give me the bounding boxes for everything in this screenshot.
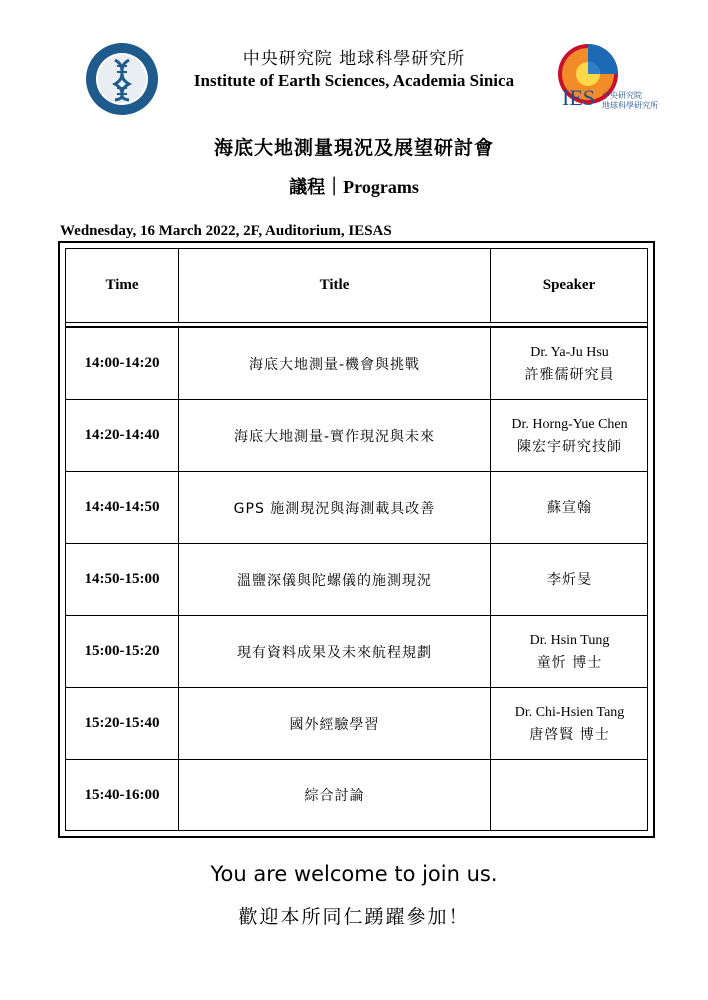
header-divider — [65, 322, 648, 323]
table-row-6-time: 15:20-15:40 — [65, 687, 178, 759]
table-row-6-title: 國外經驗學習 — [178, 687, 490, 759]
speaker-name-cn: 唐啓賢 博士 — [529, 726, 610, 743]
table-row-4-speaker — [490, 543, 648, 615]
table-row-2-speaker — [490, 399, 648, 471]
institute-name-cn: 中央研究院 地球科學研究所 — [242, 49, 466, 69]
header-speaker: Speaker — [490, 248, 648, 322]
table-row-5-title: 現有資料成果及未來航程規劃 — [178, 615, 490, 687]
welcome-message-cn: 歡迎本所同仁踴躍參加！ — [238, 906, 470, 928]
table-row-1-time: 14:00-14:20 — [65, 327, 178, 399]
table-row-7-title: 綜合討論 — [178, 759, 490, 831]
speaker-name-en: Dr. Horng-Yue Chen — [511, 416, 628, 432]
header-time: Time — [65, 248, 178, 322]
table-row-7-time: 15:40-16:00 — [65, 759, 178, 831]
header-title: Title — [178, 248, 490, 322]
welcome-message-en: You are welcome to join us. — [210, 862, 498, 886]
speaker-name-en: Dr. Ya-Ju Hsu — [530, 344, 609, 360]
page-title: 海底大地測量現況及展望研討會 — [213, 137, 494, 159]
table-row-1-speaker — [490, 327, 648, 399]
academia-sinica-logo — [85, 42, 159, 116]
table-row-3-time: 14:40-14:50 — [65, 471, 178, 543]
table-row-3-title: GPS 施測現況與海測載具改善 — [178, 471, 490, 543]
speaker-name-cn: 陳宏宇研究技師 — [517, 438, 622, 455]
svg-text:地球科學研究所: 地球科學研究所 — [602, 101, 658, 110]
date-venue: Wednesday, 16 March 2022, 2F, Auditorium, IESAS — [60, 223, 392, 239]
table-row-2-title: 海底大地測量-實作現況與未來 — [178, 399, 490, 471]
table-row-2-time: 14:20-14:40 — [65, 399, 178, 471]
speaker-name-cn: 李炘旻 — [547, 571, 592, 588]
svg-text:中央研究院: 中央研究院 — [602, 91, 642, 100]
speaker-name-en: Dr. Hsin Tung — [529, 632, 610, 648]
programs-heading — [0, 173, 708, 199]
programs-heading-cn: 議程 — [289, 177, 326, 198]
table-row-7-speaker — [490, 759, 648, 831]
table-row-4-time: 14:50-15:00 — [65, 543, 178, 615]
institute-name-en: Institute of Earth Sciences, Academia Sinica — [193, 71, 515, 90]
heading-separator: ｜ — [325, 177, 344, 197]
programs-heading-en: Programs — [343, 177, 419, 197]
svg-text:IES: IES — [562, 85, 595, 110]
program-table — [58, 241, 655, 838]
speaker-name-cn: 許雅儒研究員 — [524, 366, 615, 383]
table-row-3-speaker — [490, 471, 648, 543]
table-row-5-speaker — [490, 615, 648, 687]
speaker-name-en: Dr. Chi-Hsien Tang — [514, 704, 625, 720]
table-row-6-speaker — [490, 687, 648, 759]
ies-logo — [554, 42, 658, 112]
table-row-1-title: 海底大地測量-機會與挑戰 — [178, 327, 490, 399]
table-row-4-title: 溫鹽深儀與陀螺儀的施測現況 — [178, 543, 490, 615]
table-row-5-time: 15:00-15:20 — [65, 615, 178, 687]
table-right-border — [647, 327, 648, 831]
speaker-name-cn: 蘇宣翰 — [547, 499, 592, 516]
speaker-name-cn: 童忻 博士 — [536, 654, 603, 671]
